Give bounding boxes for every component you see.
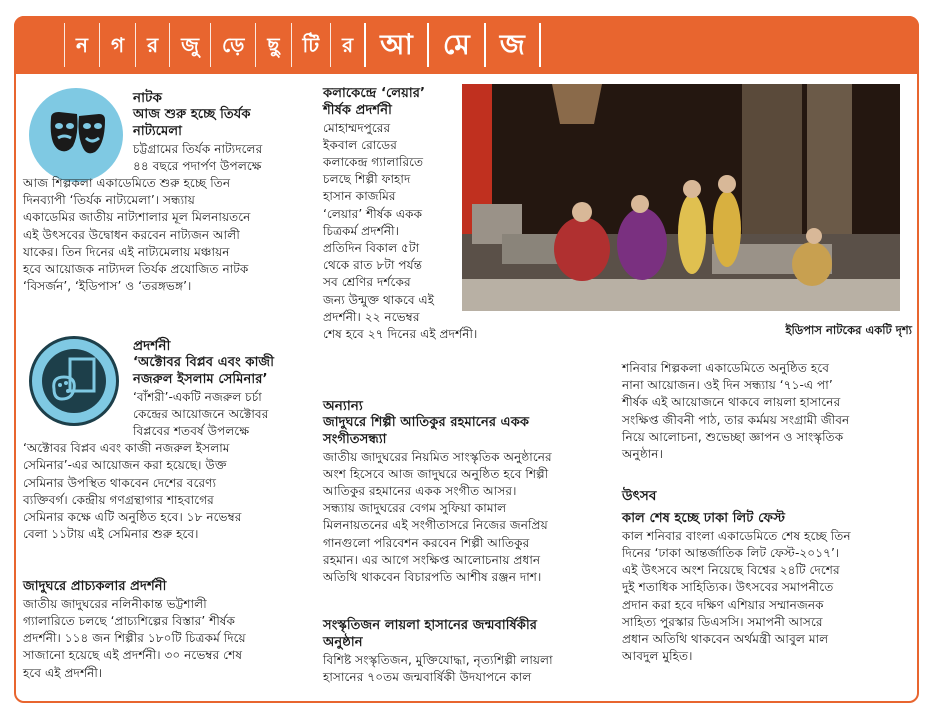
article-headline: নজরুল ইসলাম সেমিনার’	[133, 371, 268, 387]
article-line: হবে আয়োজক নাট্যদল তির্যক প্রযোজিত নাটক	[23, 262, 249, 277]
article-line: প্রদান করা হবে দক্ষিণ এশিয়ার সম্মানজনক	[622, 597, 824, 612]
article-headline: কলাকেন্দ্রে ‘লেয়ার’	[323, 86, 426, 101]
article-line: প্রধান অতিথি থাকবেন অর্থমন্ত্রী আবুল মাল	[622, 632, 829, 647]
article-line: হবে এই প্রদর্শনী।	[23, 665, 103, 680]
article-headline: শীর্ষক প্রদর্শনী	[323, 102, 392, 118]
photo-caption: ইডিপাস নাটকের একটি দৃশ্য	[785, 323, 912, 337]
article-line: প্রদর্শনী। ১১৪ জন শিল্পীর ১৮০টি চিত্রকর্ম দিয়ে	[23, 631, 246, 646]
article-headline: আজ শুরু হচ্ছে তির্যক	[133, 107, 251, 122]
article-line: ‘বাঁশরী’-একটি নজরুল চর্চা	[133, 389, 262, 404]
kalakendra-article	[323, 86, 478, 343]
article-line: সংক্ষিপ্ত জীবনী পাঠ, তার কর্মময় সংগ্রামী জীবন	[622, 412, 850, 427]
article-line: কাল শনিবার বাংলা একাডেমিতে শেষ হচ্ছে তিন	[622, 528, 851, 543]
article-line: এই উৎসবের উদ্বোধন করবেন নাট্যজন আলী	[23, 227, 240, 242]
article-headline: ‘অক্টোবর বিপ্লব এবং কাজী	[133, 355, 275, 370]
article-line: জন্য উন্মুক্ত থাকবে এই	[323, 292, 435, 307]
article-line: ‘অক্টোবর বিপ্লব এবং কাজী নজরুল ইসলাম	[23, 441, 230, 456]
article-line: অতিথি থাকবেন বিচারপতি আশীষ রঞ্জন দাশ।	[323, 570, 542, 585]
article-line: হাসানের ৭০তম জন্মবার্ষিকী উদযাপনে কাল	[323, 669, 532, 684]
article-headline: সংগীতসন্ধ্যা	[323, 431, 387, 447]
banner-letter: গ	[99, 23, 135, 67]
museum-article	[23, 579, 308, 682]
article-headline: জাদুঘরে প্রাচ্যকলার প্রদর্শনী	[23, 579, 167, 594]
article-line: সাজানো হয়েছে এই প্রদর্শনী। ৩০ নভেম্বর শেষ	[23, 648, 243, 663]
article-line: আতিকুর রহমানের একক সংগীত আসর।	[323, 484, 517, 498]
article-line: মোহাম্মদপুরের	[323, 120, 391, 135]
article-line: শেষ হবে ২৭ দিনের এই প্রদর্শনী।	[323, 327, 478, 342]
banner-letter: র	[135, 23, 169, 67]
article-line: ‘বিসর্জন’, ‘ইডিপাস’ ও ‘তরঙ্গভঙ্গ’।	[23, 279, 192, 294]
article-line: ‘লেয়ার’ শীর্ষক একক	[323, 206, 423, 221]
article-line: বিপ্লবের শতবর্ষ উপলক্ষে	[133, 424, 250, 438]
article-line: সাহিত্য পুরস্কার ডিএসসি। সমাপনী আসরে	[622, 614, 823, 629]
article-line: চট্টগ্রামের তির্যক নাট্যদলের	[133, 141, 263, 156]
article-line: রহমান। এর আগে সংক্ষিপ্ত আলোচনায় প্রধান	[323, 552, 541, 567]
article-headline: সংস্কৃতিজন লায়লা হাসানের জন্মবার্ষিকীর	[323, 618, 538, 633]
banner-letter: ন	[64, 23, 99, 67]
article-line: দুই শতাধিক সাহিত্যিক। উৎসবের সমাপনীতে	[622, 580, 834, 595]
article-line: সেমিনার কক্ষে এটি অনুষ্ঠিত হবে। ১৮ নভেম্বর	[23, 510, 242, 525]
banner-letter: টি	[291, 23, 331, 67]
article-line: সেমিনার’-এর আয়োজন করা হয়েছে। উক্ত	[23, 458, 227, 473]
article-line: যাকের। তিন দিনের এই নাট্যমেলায় মঞ্চায়ন	[23, 244, 230, 259]
article-line: সন্ধ্যায় জাদুঘরের বেগম সুফিয়া কামাল	[323, 501, 507, 516]
article-line: চলছে শিল্পী ফাহাদ	[323, 172, 411, 187]
article-headline: অনুষ্ঠান	[323, 634, 363, 650]
category-label: অন্যান্য	[323, 398, 363, 414]
article-line: প্রদর্শনী। ২২ নভেম্বর	[323, 309, 420, 324]
banner-letter: ড়ে	[210, 23, 255, 67]
article-line: ব্যক্তিবর্গ। কেন্দ্রীয় গণগ্রন্থাগার শাহবাগের	[23, 492, 214, 507]
banner-letter: ছু	[255, 23, 290, 67]
section-banner	[14, 16, 919, 74]
article-line: প্রতিদিন বিকাল ৫টা	[323, 241, 420, 256]
seminar-article	[23, 338, 308, 543]
article-headline: নাট্যমেলা	[133, 123, 182, 139]
article-line: এই উৎসবে অংশ নিয়েছে বিশ্বের ২৪টি দেশের	[622, 563, 840, 578]
lit-fest-article	[622, 488, 912, 665]
article-line: দিনব্যাপী ‘তির্যক নাট্যমেলা’। সন্ধ্যায়	[23, 193, 195, 208]
article-line: হাসান কাজমির	[323, 189, 396, 204]
article-line: কেন্দ্রের আয়োজনে অক্টোবর	[133, 406, 269, 421]
banner-letter: র	[330, 23, 364, 67]
article-line: সব শ্রেণির দর্শকের	[323, 275, 411, 290]
category-label: প্রদর্শনী	[133, 338, 171, 354]
article-line: নিয়ে আলোচনা, শুভেচ্ছা জ্ঞাপন ও সাংস্কৃতিক	[622, 429, 844, 444]
article-line: চিত্রকর্ম প্রদর্শনী।	[323, 223, 400, 238]
banner-letter: জু	[169, 23, 210, 67]
article-line: গ্যালারিতে চলছে ‘প্রাচ্যশিল্পের বিস্তার’ শীর্ষক	[23, 614, 236, 628]
article-line: কলাকেন্দ্র গ্যালারিতে	[323, 155, 424, 169]
article-line: অনুষ্ঠান।	[622, 447, 663, 462]
article-line: শীর্ষক এই আয়োজনে থাকবে লায়লা হাসানের	[622, 395, 841, 410]
article-headline: কাল শেষ হচ্ছে ঢাকা লিট ফেস্ট	[622, 511, 786, 526]
banner-letter-big: জ	[484, 23, 541, 67]
article-headline: জাদুঘরে শিল্পী আতিকুর রহমানের একক	[323, 415, 530, 430]
article-line: নানা আয়োজন। ওই দিন সন্ধ্যায় ‘৭১-এ পা’	[622, 378, 833, 393]
article-line: ৪৪ বছরে পদার্পণ উপলক্ষে	[133, 158, 262, 173]
article-line: বিশিষ্ট সংস্কৃতিজন, মুক্তিযোদ্ধা, নৃত্যশিল্পী লায়লা	[323, 652, 553, 667]
article-line: থেকে রাত ৮টা পর্যন্ত	[323, 258, 423, 273]
article-line: আজ শিল্পকলা একাডেমিতে শুরু হচ্ছে তিন	[23, 176, 231, 190]
article-line: মিলনায়তনের এই সংগীতাসরে নিজের জনপ্রিয়	[323, 518, 548, 533]
article-line: আবদুল মুহিত।	[622, 649, 693, 664]
article-line: শনিবার শিল্পকলা একাডেমিতে অনুষ্ঠিত হবে	[622, 361, 830, 375]
article-line: বেলা ১১টায় এই সেমিনার শুরু হবে।	[23, 527, 199, 542]
article-line: জাতীয় জাদুঘরের নলিনীকান্ত ভট্টশালী	[23, 596, 207, 611]
music-article	[323, 398, 608, 586]
article-line: জাতীয় জাদুঘরের নিয়মিত সাংস্কৃতিক অনুষ্ঠানের	[323, 449, 552, 464]
play-photo	[462, 84, 900, 311]
article-line: দিনের ‘ঢাকা আন্তর্জাতিক লিট ফেস্ট-২০১৭’।	[622, 546, 840, 560]
category-label: নাটক	[133, 90, 162, 106]
article-line: ইকবাল রোডের	[323, 137, 397, 152]
article-line: একাডেমির জাতীয় নাট্যশালার মূল মিলনায়তনে	[23, 210, 251, 225]
drama-article	[23, 90, 308, 295]
article-line: গানগুলো পরিবেশন করবেন শিল্পী আতিকুর	[323, 535, 530, 550]
category-label: উৎসব	[622, 488, 657, 504]
article-line: অংশ হিসেবে আজ জাদুঘরে অনুষ্ঠিত হবে শিল্পী	[323, 466, 549, 481]
article-line: সেমিনার উপস্থিত থাকবেন দেশের বরেণ্য	[23, 475, 217, 490]
laila-article-continued	[622, 360, 912, 463]
laila-article	[323, 618, 608, 686]
banner-letter-big: আ	[364, 23, 427, 67]
banner-letter-big: মে	[427, 23, 484, 67]
